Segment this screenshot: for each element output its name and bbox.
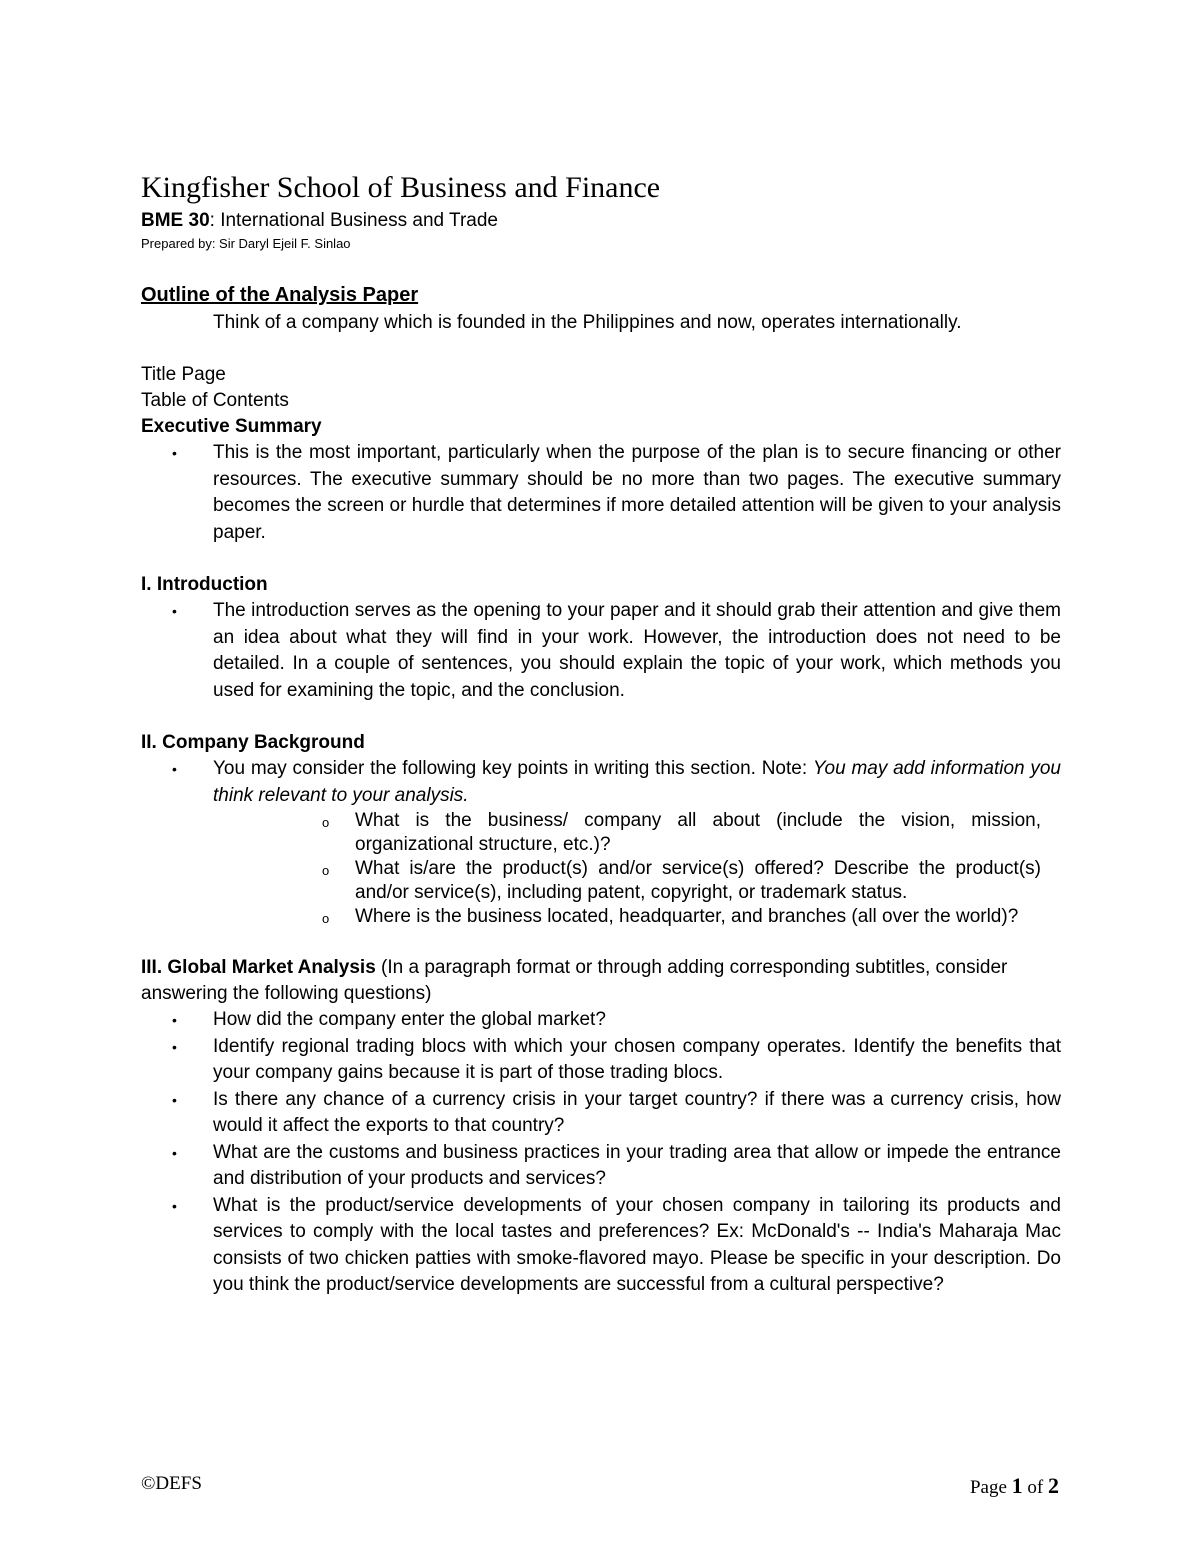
global-market-list [141, 1007, 1061, 1299]
footer-page-number [970, 1473, 1059, 1499]
sub-list-item [213, 809, 1061, 857]
list-item-text: What are the customs and business practices in your trading area that allow or impede the entrance and distribution of your products and services? [213, 1141, 1061, 1189]
list-item [141, 598, 1061, 704]
page-total: 2 [1048, 1473, 1059, 1498]
list-item [141, 1034, 1061, 1087]
bullet-icon: • [172, 1144, 177, 1161]
bullet-icon: • [172, 1012, 177, 1028]
global-market-heading-line [141, 955, 1061, 1007]
outline-intro: Think of a company which is founded in the Philippines and now, operates internationally. [213, 312, 962, 333]
sub-list-item [213, 857, 1061, 905]
introduction-list [141, 598, 1061, 704]
introduction-heading: I. Introduction [141, 574, 268, 595]
list-item-text: The introduction serves as the opening to your paper and it should grab their attention and give them an idea about what they will find in your work. However, the introduction does not need to be detailed. In a couple of sentences, you should explain the topic of your work, which methods you used for examining the topic, and the conclusion. [213, 600, 1061, 701]
list-item-text: You may consider the following key points in writing this section. Note: [213, 758, 813, 779]
bullet-icon: • [172, 603, 177, 619]
prepared-by: Prepared by: Sir Daryl Ejeil F. Sinlao [141, 236, 351, 251]
bullet-icon: • [172, 761, 177, 777]
course-line [141, 208, 1061, 234]
school-name: Kingfisher School of Business and Finance [141, 171, 661, 204]
list-item-text: Is there any chance of a currency crisis in your target country? if there was a currency crisis, how would it affect the exports to that country? [213, 1088, 1061, 1136]
list-item [141, 1193, 1061, 1299]
course-code: BME 30 [141, 210, 210, 231]
sub-bullet-icon: o [322, 815, 330, 830]
toc-item-title-page: Title Page [141, 364, 226, 385]
bullet-icon: • [172, 445, 177, 461]
company-background-heading: II. Company Background [141, 732, 365, 753]
page-of: of [1022, 1477, 1048, 1498]
toc-item-table-of-contents: Table of Contents [141, 390, 289, 411]
sub-list-item-text: What is the business/ company all about (include the vision, mission, organizational structure, etc.)? [355, 810, 1041, 855]
sub-list-item-text: What is/are the product(s) and/or service(s) offered? Describe the product(s) and/or service(s), including patent, copyright, or trademark status. [355, 858, 1041, 903]
page-current: 1 [1011, 1473, 1023, 1498]
global-market-heading-note: (In a paragraph format or through adding corresponding subtitles, consider answering the following questions) [141, 957, 1008, 1004]
page-prefix: Page [969, 1477, 1012, 1498]
list-item-text: This is the most important, particularly when the purpose of the plan is to secure financing or other resources. The executive summary should be no more than two pages. The executive summary becomes the screen or hurdle that determines if more detailed attention will be given to your analysis paper. [213, 442, 1061, 543]
sub-bullet-icon: o [322, 911, 330, 926]
company-background-list [141, 756, 1061, 929]
list-item [141, 440, 1061, 546]
bullet-icon: • [172, 1038, 177, 1055]
list-item-text: What is the product/service developments of your chosen company in tailoring its products and services to comply with the local tastes and preferences? Ex: McDonald's -- India's Maharaja Mac consists of two chicken patties with smoke-flavored mayo. Please be specific in your description. Do you think the product/service developments are successful from a cultural perspective? [213, 1194, 1061, 1295]
bullet-icon: • [172, 1197, 177, 1214]
list-item [141, 1007, 1061, 1034]
list-item-text: Identify regional trading blocs with which your chosen company operates. Identify the benefits that your company gains because it is part of those trading blocs. [213, 1035, 1061, 1083]
list-item-note: You may add information you think relevant to your analysis. [213, 758, 1062, 806]
footer-copyright: ©DEFS [141, 1473, 202, 1494]
executive-summary-list [141, 440, 1061, 546]
sub-list-item [213, 905, 1061, 929]
sub-list-item-text: Where is the business located, headquarter, and branches (all over the world)? [355, 906, 1019, 927]
list-item-text: How did the company enter the global market? [213, 1009, 606, 1030]
company-background-sublist [213, 809, 1061, 929]
bullet-icon: • [172, 1091, 177, 1108]
list-item [141, 1140, 1061, 1193]
course-name: : International Business and Trade [209, 210, 498, 231]
executive-summary-heading: Executive Summary [141, 416, 322, 437]
sub-bullet-icon: o [322, 863, 330, 878]
list-item [141, 1087, 1061, 1140]
global-market-heading: III. Global Market Analysis [141, 957, 376, 978]
outline-title: Outline of the Analysis Paper [141, 284, 419, 306]
document-body [141, 168, 1061, 1299]
list-item [141, 756, 1061, 929]
